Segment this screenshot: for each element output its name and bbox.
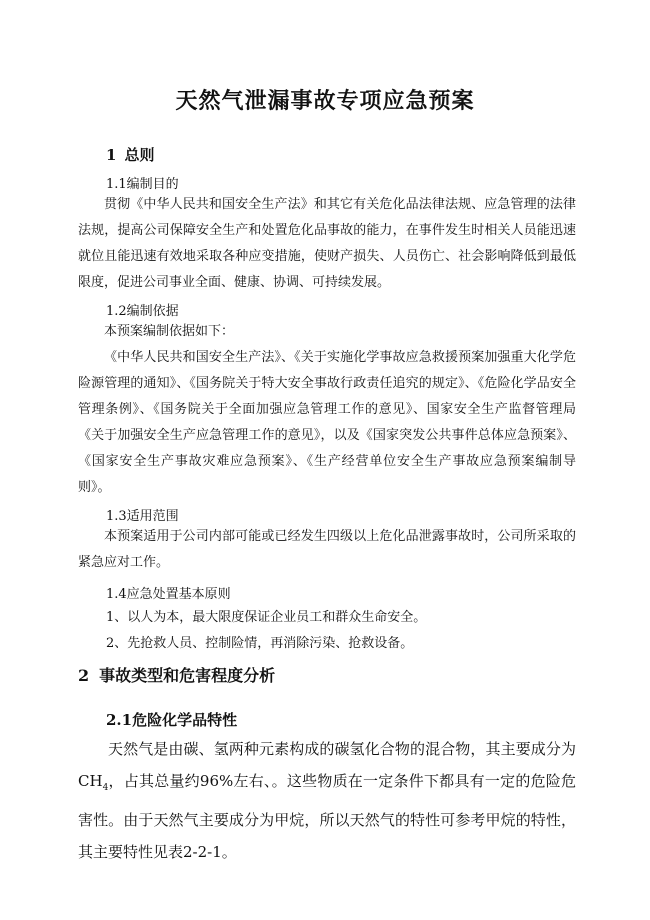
document-title: 天然气泄漏事故专项应急预案	[175, 88, 475, 114]
subsection-heading-chemical-properties: 2.1危险化学品特性	[106, 711, 238, 729]
paragraph-scope: 本预案适用于公司内部可能或已经发生四级以上危化品泄露事故时，公司所采取的紧急应对工作。	[78, 529, 576, 570]
paragraph-purpose: 贯彻《中华人民共和国安全生产法》和其它有关危化品法律法规、应急管理的法律法规，提高公司保障安全生产和处置危化品事故的能力，在事件发生时相关人员能迅速就位且能迅速有效地采取各种应变措施，使财产损失、人员伤亡、社会影响降低到最低限度，促进公司事业全面、健康、协调、可持续发展。	[78, 197, 576, 290]
principle-item: 2、先抢救人员、控制险情，再消除污染、抢救设备。	[106, 636, 414, 651]
section-number: 1	[106, 146, 117, 164]
formula-subscript: 4	[102, 783, 109, 793]
subsection-heading-basis: 1.2编制依据	[106, 304, 179, 319]
paragraph-chemical-properties	[78, 733, 576, 868]
section-heading-general	[106, 144, 154, 165]
subsection-heading-principles: 1.4应急处置基本原则	[106, 587, 231, 602]
paragraph-text-part: ，占其总量约96%左右、。这些物质在一定条件下都具有一定的危险危害性。由于天然气主要成分为甲烷，所以天然气的特性可参考甲烷的特性，其主要特性见表2-2-1。	[78, 772, 576, 861]
paragraph-basis: 《中华人民共和国安全生产法》、《关于实施化学事故应急救援预案加强重大化学危险源管理的通知》、《国务院关于特大安全事故行政责任追究的规定》、《危险化学品安全管理条例》、《国务院关于全面加强应急管理工作的意见》、国家安全生产监督管理局《关于加强安全生产应急管理工作的意见》，以及《国家突发公共事件总体应急预案》、《国家安全生产事故灾难应急预案》、《生产经营单位安全生产事故应急预案编制导则》。	[78, 350, 576, 495]
subsection-heading-scope: 1.3适用范围	[106, 509, 179, 524]
section-heading-accident-types	[78, 663, 275, 686]
paragraph-text-part: 天然气是由碳、氢两种元素构成的碳氢化合物的混合物，其主要成分为CH	[78, 740, 576, 790]
section-title: 总则	[124, 146, 155, 164]
section-number: 2	[78, 666, 90, 685]
section-title: 事故类型和危害程度分析	[99, 666, 276, 685]
subsection-heading-purpose: 1.1编制目的	[106, 177, 179, 192]
principle-item: 1、以人为本，最大限度保证企业员工和群众生命安全。	[106, 610, 427, 625]
paragraph-basis-intro: 本预案编制依据如下：	[104, 324, 235, 339]
